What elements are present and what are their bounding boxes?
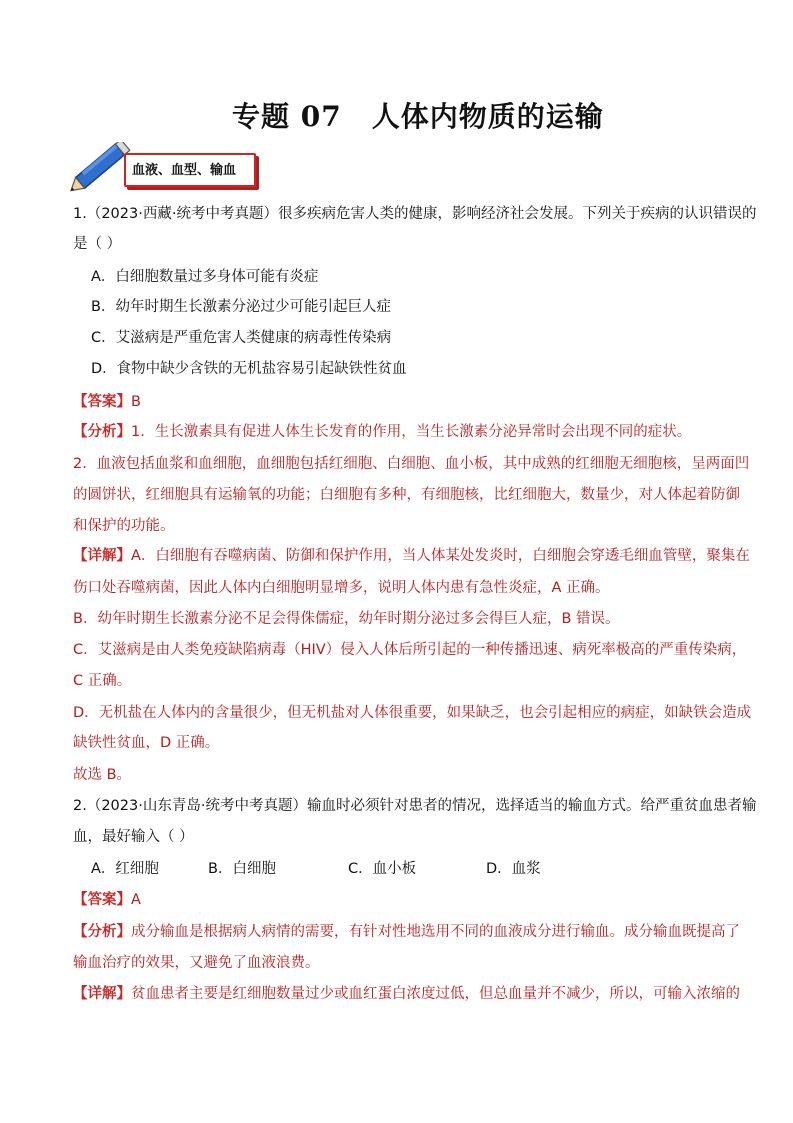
q1-analysis-line1: 【分析】1．生长激素具有促进人体生长发育的作用，当生长激素分泌异常时会出现不同的症状。	[73, 424, 692, 440]
q1-stem-line1: 1.（2023·西藏·统考中考真题）很多疾病危害人类的健康，影响经济社会发展。下列关于疾病的认识错误的	[73, 206, 757, 222]
detail-tag: 【详解】	[73, 548, 131, 564]
answer-tag: 【答案】	[73, 892, 131, 908]
analysis-tag: 【分析】	[73, 924, 131, 940]
q2-stem-line1: 2.（2023·山东青岛·统考中考真题）输血时必须针对患者的情况，选择适当的输血方式。给严重贫血患者输	[73, 798, 757, 814]
answer-value: A	[131, 892, 141, 908]
detail-tag: 【详解】	[73, 986, 131, 1002]
q1-detail-line3: B．幼年时期生长激素分泌不足会得侏儒症，幼年时期分泌过多会得巨人症，B 错误。	[73, 611, 620, 627]
q1-stem-line2: 是（ ）	[73, 236, 122, 252]
q2-analysis-line1: 【分析】成分输血是根据病人病情的需要，有针对性地选用不同的血液成分进行输血。成分输血既提高了	[73, 924, 740, 940]
q1-detail-line5: C 正确。	[73, 673, 132, 689]
q2-option-d: D．血浆	[486, 861, 541, 877]
q1-option-d: D．食物中缺少含铁的无机盐容易引起缺铁性贫血	[91, 361, 407, 377]
q1-detail-line7: 缺铁性贫血，D 正确。	[73, 735, 220, 751]
q1-analysis-line2: 2．血液包括血浆和血细胞，血细胞包括红细胞、白细胞、血小板，其中成熟的红细胞无细胞核，呈两面凹	[73, 456, 750, 472]
page-title	[232, 95, 604, 135]
q2-option-c: C．血小板	[348, 861, 417, 877]
q1-detail-line6: D．无机盐在人体内的含量很少，但无机盐对人体很重要，如果缺乏，也会引起相应的病症，如缺铁会造成	[73, 705, 752, 721]
q1-detail-line4: C．艾滋病是由人类免疫缺陷病毒（HIV）侵入人体后所引起的一种传播迅速、病死率极高的严重传染病，	[73, 642, 747, 658]
analysis-tag: 【分析】	[73, 424, 131, 440]
q2-stem-line2: 血，最好输入（ ）	[73, 829, 194, 845]
q2-option-a: A．红细胞	[91, 861, 159, 877]
q1-detail-line2: 伤口处吞噬病菌，因此人体内白细胞明显增多，说明人体内患有急性炎症，A 正确。	[73, 580, 610, 596]
answer-value: B	[131, 394, 141, 410]
answer-tag: 【答案】	[73, 394, 131, 410]
q1-detail-line1: 【详解】A．白细胞有吞噬病菌、防御和保护作用，当人体某处发炎时，白细胞会穿透毛细血管壁，聚集在	[73, 548, 750, 564]
q2-answer	[73, 890, 141, 910]
title-topic-number: 专题 07	[232, 100, 342, 133]
q2-detail-line1: 【详解】贫血患者主要是红细胞数量过少或血红蛋白浓度过低，但总血量并不减少，所以，可输入浓缩的	[73, 986, 740, 1002]
q1-option-a: A．白细胞数量过多身体可能有炎症	[91, 269, 319, 285]
q1-answer	[73, 392, 141, 412]
q1-option-b: B．幼年时期生长激素分泌过少可能引起巨人症	[91, 299, 391, 315]
q2-analysis-line2: 输血治疗的效果，又避免了血液浪费。	[73, 955, 320, 971]
q1-analysis-line4: 和保护的功能。	[73, 518, 175, 534]
section-label: 血液、血型、输血	[132, 163, 237, 178]
q1-conclusion: 故选 B。	[73, 767, 132, 783]
q1-option-c: C．艾滋病是严重危害人类健康的病毒性传染病	[91, 330, 392, 346]
q2-option-b: B．白细胞	[208, 861, 276, 877]
title-topic-name: 人体内物质的运输	[371, 100, 604, 133]
q1-analysis-line3: 的圆饼状，红细胞具有运输氧的功能；白细胞有多种，有细胞核，比红细胞大，数量少，对人体起着防御	[73, 487, 740, 503]
